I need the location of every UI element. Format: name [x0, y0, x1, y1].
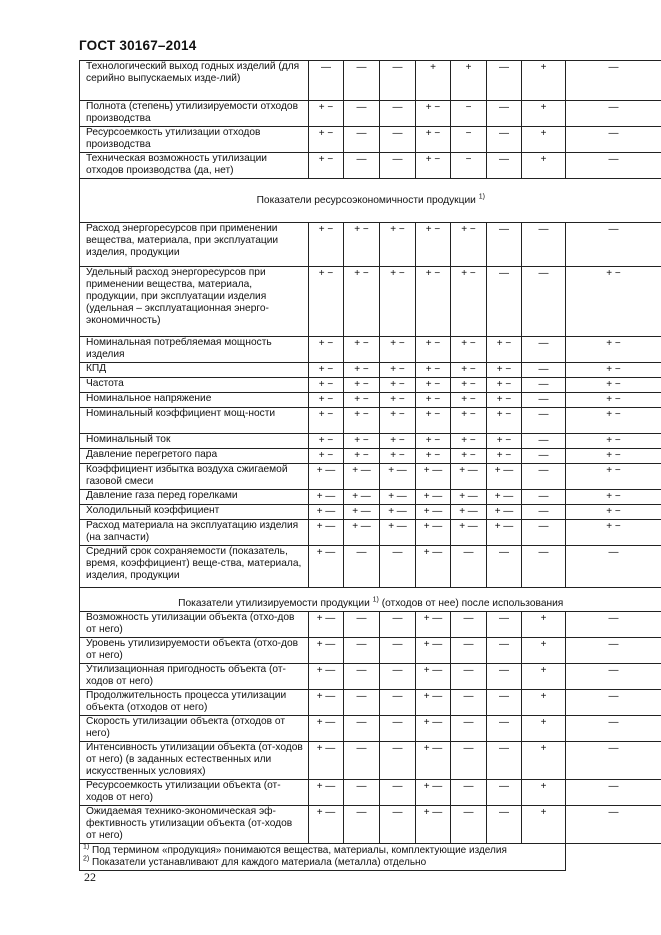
- table-row: [80, 153, 661, 179]
- applicability-cell: —: [451, 664, 487, 690]
- indicator-name: Номинальный коэффициент мощ-ности: [80, 408, 309, 434]
- applicability-cell: + —: [380, 505, 416, 520]
- applicability-cell: + −: [566, 267, 661, 337]
- applicability-cell: —: [380, 716, 416, 742]
- applicability-cell: + —: [309, 490, 344, 505]
- applicability-cell: + −: [380, 378, 416, 393]
- table-row: [80, 806, 661, 844]
- applicability-cell: + —: [451, 505, 487, 520]
- applicability-cell: + —: [416, 780, 451, 806]
- footnote-2: $^{2)}$ Показатели устанавливают для каждого материала (металла) отдельно: [83, 855, 427, 868]
- table-row: [80, 223, 661, 267]
- applicability-cell: —: [380, 153, 416, 179]
- indicator-name: Интенсивность утилизации объекта (от-ходов от него) (в заданных естественных или искусственных условиях): [80, 742, 309, 780]
- indicator-name: Продолжительность процесса утилизации объекта (отходов от него): [80, 690, 309, 716]
- table-row: [80, 505, 661, 520]
- table-row: [80, 638, 661, 664]
- applicability-cell: —: [522, 520, 566, 546]
- applicability-cell: + −: [309, 101, 344, 127]
- applicability-cell: + —: [416, 612, 451, 638]
- applicability-cell: —: [566, 806, 661, 844]
- applicability-cell: —: [522, 434, 566, 449]
- applicability-cell: —: [487, 780, 522, 806]
- indicator-name: Расход энергоресурсов при применении вещества, материала, при эксплуатации изделия, продукции: [80, 223, 309, 267]
- applicability-cell: + −: [344, 408, 380, 434]
- applicability-cell: —: [487, 267, 522, 337]
- applicability-cell: —: [487, 806, 522, 844]
- applicability-cell: —: [309, 61, 344, 101]
- applicability-cell: + −: [451, 337, 487, 363]
- table-row: [80, 716, 661, 742]
- table-row: [80, 408, 661, 434]
- applicability-cell: —: [566, 546, 661, 588]
- footnotes-cell: [80, 844, 566, 871]
- applicability-cell: + −: [487, 378, 522, 393]
- applicability-cell: + −: [487, 434, 522, 449]
- indicator-name: Номинальная потребляемая мощность изделия: [80, 337, 309, 363]
- applicability-cell: + −: [344, 378, 380, 393]
- applicability-cell: + —: [344, 505, 380, 520]
- applicability-cell: + −: [309, 449, 344, 464]
- applicability-cell: —: [451, 742, 487, 780]
- applicability-cell: + —: [451, 464, 487, 490]
- table-row: [80, 449, 661, 464]
- indicator-name: Удельный расход энергоресурсов при применении вещества, материала, продукции, при эксплуатации изделия (удельная – эксплуатационная энерго-экономичность): [80, 267, 309, 337]
- applicability-cell: + −: [566, 363, 661, 378]
- applicability-cell: —: [566, 153, 661, 179]
- applicability-cell: —: [380, 546, 416, 588]
- applicability-cell: + −: [344, 363, 380, 378]
- indicator-name: Давление газа перед горелками: [80, 490, 309, 505]
- applicability-cell: —: [487, 612, 522, 638]
- table-row: [80, 664, 661, 690]
- applicability-cell: + −: [451, 393, 487, 408]
- applicability-cell: + −: [380, 393, 416, 408]
- applicability-cell: + —: [309, 464, 344, 490]
- applicability-cell: + —: [416, 664, 451, 690]
- applicability-cell: —: [522, 337, 566, 363]
- table-row: [80, 378, 661, 393]
- applicability-cell: + −: [566, 337, 661, 363]
- applicability-cell: + —: [416, 806, 451, 844]
- indicator-name: Расход материала на эксплуатацию изделия (на запчасти): [80, 520, 309, 546]
- applicability-cell: + −: [416, 408, 451, 434]
- table-row: [80, 546, 661, 588]
- applicability-cell: + —: [487, 490, 522, 505]
- applicability-cell: —: [487, 742, 522, 780]
- applicability-cell: +: [522, 127, 566, 153]
- applicability-cell: + −: [451, 408, 487, 434]
- applicability-cell: + −: [416, 127, 451, 153]
- table-row: [80, 434, 661, 449]
- applicability-cell: —: [522, 505, 566, 520]
- applicability-cell: + —: [380, 520, 416, 546]
- applicability-cell: + −: [344, 434, 380, 449]
- applicability-cell: + —: [309, 742, 344, 780]
- indicator-name: Полнота (степень) утилизируемости отходов производства: [80, 101, 309, 127]
- applicability-cell: + —: [416, 546, 451, 588]
- table-row: [80, 490, 661, 505]
- applicability-cell: + —: [416, 520, 451, 546]
- applicability-cell: —: [487, 716, 522, 742]
- applicability-cell: + −: [566, 449, 661, 464]
- applicability-cell: —: [344, 742, 380, 780]
- indicator-name: Скорость утилизации объекта (отходов от него): [80, 716, 309, 742]
- applicability-cell: —: [380, 742, 416, 780]
- applicability-cell: —: [566, 612, 661, 638]
- applicability-cell: + —: [416, 690, 451, 716]
- applicability-cell: + −: [416, 101, 451, 127]
- applicability-cell: —: [451, 780, 487, 806]
- applicability-cell: +: [522, 153, 566, 179]
- table-row: [80, 127, 661, 153]
- applicability-cell: + −: [309, 267, 344, 337]
- applicability-cell: —: [522, 393, 566, 408]
- applicability-cell: —: [380, 127, 416, 153]
- applicability-cell: +: [451, 61, 487, 101]
- applicability-cell: + −: [344, 393, 380, 408]
- applicability-cell: —: [522, 363, 566, 378]
- applicability-cell: + —: [309, 505, 344, 520]
- indicator-name: Номинальный ток: [80, 434, 309, 449]
- applicability-cell: —: [566, 61, 661, 101]
- table-row: [80, 612, 661, 638]
- applicability-cell: + −: [487, 393, 522, 408]
- indicator-name: Номинальное напряжение: [80, 393, 309, 408]
- table-row: [80, 464, 661, 490]
- applicability-cell: −: [451, 101, 487, 127]
- applicability-cell: —: [566, 780, 661, 806]
- applicability-cell: —: [344, 546, 380, 588]
- applicability-cell: —: [451, 638, 487, 664]
- applicability-cell: —: [344, 664, 380, 690]
- applicability-cell: + −: [416, 449, 451, 464]
- indicators-table: [79, 60, 661, 871]
- applicability-cell: + −: [487, 363, 522, 378]
- table-row: [80, 780, 661, 806]
- applicability-cell: —: [344, 638, 380, 664]
- applicability-cell: + −: [344, 449, 380, 464]
- applicability-cell: —: [487, 153, 522, 179]
- applicability-cell: —: [566, 690, 661, 716]
- applicability-cell: −: [451, 153, 487, 179]
- applicability-cell: —: [344, 690, 380, 716]
- table-footnotes: [80, 844, 661, 871]
- applicability-cell: +: [522, 742, 566, 780]
- applicability-cell: + —: [380, 490, 416, 505]
- indicator-name: КПД: [80, 363, 309, 378]
- document-header: ГОСТ 30167–2014: [79, 38, 197, 53]
- applicability-cell: —: [451, 546, 487, 588]
- applicability-cell: —: [522, 449, 566, 464]
- table-row: [80, 363, 661, 378]
- indicator-name: Ресурсоемкость утилизации объекта (от-ходов от него): [80, 780, 309, 806]
- applicability-cell: + −: [566, 408, 661, 434]
- applicability-cell: + −: [309, 408, 344, 434]
- applicability-cell: —: [487, 546, 522, 588]
- applicability-cell: + −: [566, 434, 661, 449]
- applicability-cell: + −: [309, 223, 344, 267]
- applicability-cell: + −: [380, 408, 416, 434]
- applicability-cell: + −: [451, 267, 487, 337]
- applicability-cell: +: [522, 664, 566, 690]
- applicability-cell: —: [487, 638, 522, 664]
- applicability-cell: —: [522, 490, 566, 505]
- applicability-cell: + −: [380, 449, 416, 464]
- applicability-cell: + −: [566, 464, 661, 490]
- applicability-cell: + —: [344, 490, 380, 505]
- applicability-cell: —: [380, 664, 416, 690]
- applicability-cell: + —: [487, 520, 522, 546]
- applicability-cell: +: [416, 61, 451, 101]
- footnote-1: $^{1)}$ Под термином «продукция» понимаются вещества, материалы, комплектующие изделия: [83, 843, 507, 856]
- applicability-cell: + —: [344, 520, 380, 546]
- applicability-cell: + −: [451, 449, 487, 464]
- table-row: [80, 520, 661, 546]
- indicator-name: Утилизационная пригодность объекта (от-ходов от него): [80, 664, 309, 690]
- applicability-cell: + −: [451, 378, 487, 393]
- applicability-cell: + —: [451, 490, 487, 505]
- applicability-cell: + −: [566, 505, 661, 520]
- applicability-cell: + −: [566, 520, 661, 546]
- applicability-cell: + −: [487, 449, 522, 464]
- indicator-name: Коэффициент избытка воздуха сжигаемой газовой смеси: [80, 464, 309, 490]
- applicability-cell: + —: [380, 464, 416, 490]
- applicability-cell: —: [566, 638, 661, 664]
- applicability-cell: + −: [380, 267, 416, 337]
- applicability-cell: + −: [309, 434, 344, 449]
- applicability-cell: —: [487, 223, 522, 267]
- applicability-cell: + —: [416, 464, 451, 490]
- applicability-cell: —: [380, 101, 416, 127]
- table-row: [80, 61, 661, 101]
- table-section-utilization: [80, 612, 661, 844]
- applicability-cell: + −: [416, 267, 451, 337]
- applicability-cell: —: [451, 716, 487, 742]
- applicability-cell: + −: [344, 223, 380, 267]
- applicability-cell: + −: [309, 363, 344, 378]
- applicability-cell: +: [522, 806, 566, 844]
- applicability-cell: —: [344, 127, 380, 153]
- applicability-cell: —: [522, 408, 566, 434]
- indicator-name: Давление перегретого пара: [80, 449, 309, 464]
- applicability-cell: −: [451, 127, 487, 153]
- applicability-cell: —: [522, 378, 566, 393]
- applicability-cell: + −: [566, 393, 661, 408]
- table-row: [80, 393, 661, 408]
- applicability-cell: + −: [309, 153, 344, 179]
- applicability-cell: + −: [416, 363, 451, 378]
- applicability-cell: —: [487, 690, 522, 716]
- applicability-cell: —: [522, 223, 566, 267]
- applicability-cell: —: [487, 61, 522, 101]
- applicability-cell: +: [522, 638, 566, 664]
- applicability-cell: + −: [416, 378, 451, 393]
- applicability-cell: + —: [487, 464, 522, 490]
- table-row: [80, 742, 661, 780]
- applicability-cell: + —: [416, 490, 451, 505]
- applicability-cell: —: [344, 806, 380, 844]
- indicator-name: Частота: [80, 378, 309, 393]
- applicability-cell: + —: [309, 716, 344, 742]
- applicability-cell: +: [522, 716, 566, 742]
- section-heading-resource: Показатели ресурсоэкономичности продукции $^{1)}$: [80, 179, 661, 223]
- applicability-cell: + —: [309, 806, 344, 844]
- table-row: [80, 267, 661, 337]
- applicability-cell: + −: [451, 434, 487, 449]
- applicability-cell: + —: [309, 638, 344, 664]
- table-row: [80, 337, 661, 363]
- indicator-name: Ресурсоемкость утилизации отходов производства: [80, 127, 309, 153]
- table-section-resource-header: [80, 179, 661, 223]
- applicability-cell: + −: [416, 393, 451, 408]
- applicability-cell: + −: [416, 223, 451, 267]
- applicability-cell: +: [522, 61, 566, 101]
- applicability-cell: + −: [309, 127, 344, 153]
- applicability-cell: —: [451, 690, 487, 716]
- table-section-resource: [80, 223, 661, 588]
- applicability-cell: + —: [309, 546, 344, 588]
- applicability-cell: —: [380, 638, 416, 664]
- applicability-cell: + —: [487, 505, 522, 520]
- applicability-cell: + −: [309, 393, 344, 408]
- applicability-cell: + —: [451, 520, 487, 546]
- applicability-cell: —: [487, 664, 522, 690]
- applicability-cell: + —: [344, 464, 380, 490]
- indicator-name: Ожидаемая технико-экономическая эф-фективность утилизации объекта (от-ходов от него): [80, 806, 309, 844]
- indicator-name: Возможность утилизации объекта (отхо-дов от него): [80, 612, 309, 638]
- applicability-cell: —: [522, 464, 566, 490]
- indicator-name: Техническая возможность утилизации отходов производства (да, нет): [80, 153, 309, 179]
- applicability-cell: —: [380, 612, 416, 638]
- applicability-cell: + −: [344, 267, 380, 337]
- applicability-cell: +: [522, 101, 566, 127]
- applicability-cell: —: [344, 153, 380, 179]
- applicability-cell: + −: [380, 337, 416, 363]
- applicability-cell: —: [380, 61, 416, 101]
- applicability-cell: —: [566, 127, 661, 153]
- applicability-cell: + —: [309, 520, 344, 546]
- applicability-cell: + −: [451, 223, 487, 267]
- applicability-cell: + −: [566, 378, 661, 393]
- applicability-cell: —: [344, 612, 380, 638]
- applicability-cell: —: [344, 61, 380, 101]
- section-heading-utilization: Показатели утилизируемости продукции $^{1)}$ (отходов от нее) после использования: [80, 588, 661, 612]
- applicability-cell: —: [566, 716, 661, 742]
- applicability-cell: + −: [487, 337, 522, 363]
- applicability-cell: + −: [344, 337, 380, 363]
- applicability-cell: + −: [566, 490, 661, 505]
- indicator-name: Средний срок сохраняемости (показатель, время, коэффициент) веще-ства, материала, изделия, продукции: [80, 546, 309, 588]
- applicability-cell: —: [522, 546, 566, 588]
- applicability-cell: + −: [416, 153, 451, 179]
- applicability-cell: —: [451, 612, 487, 638]
- applicability-cell: —: [566, 101, 661, 127]
- applicability-cell: + —: [309, 664, 344, 690]
- applicability-cell: + —: [309, 690, 344, 716]
- applicability-cell: + −: [380, 363, 416, 378]
- indicator-name: Холодильный коэффициент: [80, 505, 309, 520]
- applicability-cell: —: [566, 223, 661, 267]
- applicability-cell: +: [522, 690, 566, 716]
- table-row: [80, 690, 661, 716]
- applicability-cell: —: [344, 716, 380, 742]
- indicator-name: Технологический выход годных изделий (для серийно выпускаемых изде-лий): [80, 61, 309, 101]
- applicability-cell: + −: [380, 434, 416, 449]
- applicability-cell: —: [566, 742, 661, 780]
- table-row: [80, 101, 661, 127]
- applicability-cell: + −: [309, 337, 344, 363]
- applicability-cell: + —: [416, 742, 451, 780]
- applicability-cell: + −: [380, 223, 416, 267]
- applicability-cell: —: [380, 806, 416, 844]
- applicability-cell: + —: [309, 612, 344, 638]
- applicability-cell: —: [344, 780, 380, 806]
- applicability-cell: + −: [451, 363, 487, 378]
- applicability-cell: +: [522, 612, 566, 638]
- table-section-production: [80, 61, 661, 179]
- table-section-util-header: [80, 588, 661, 612]
- indicator-name: Уровень утилизируемости объекта (отхо-дов от него): [80, 638, 309, 664]
- applicability-cell: + −: [309, 378, 344, 393]
- applicability-cell: —: [451, 806, 487, 844]
- applicability-cell: —: [344, 101, 380, 127]
- applicability-cell: + −: [416, 434, 451, 449]
- page-number: 22: [84, 870, 96, 884]
- applicability-cell: —: [566, 664, 661, 690]
- applicability-cell: +: [522, 780, 566, 806]
- applicability-cell: —: [380, 690, 416, 716]
- applicability-cell: + —: [416, 638, 451, 664]
- applicability-cell: + —: [416, 716, 451, 742]
- applicability-cell: + —: [416, 505, 451, 520]
- applicability-cell: —: [487, 101, 522, 127]
- applicability-cell: + −: [416, 337, 451, 363]
- applicability-cell: + —: [309, 780, 344, 806]
- applicability-cell: —: [522, 267, 566, 337]
- applicability-cell: + −: [487, 408, 522, 434]
- applicability-cell: —: [487, 127, 522, 153]
- applicability-cell: —: [380, 780, 416, 806]
